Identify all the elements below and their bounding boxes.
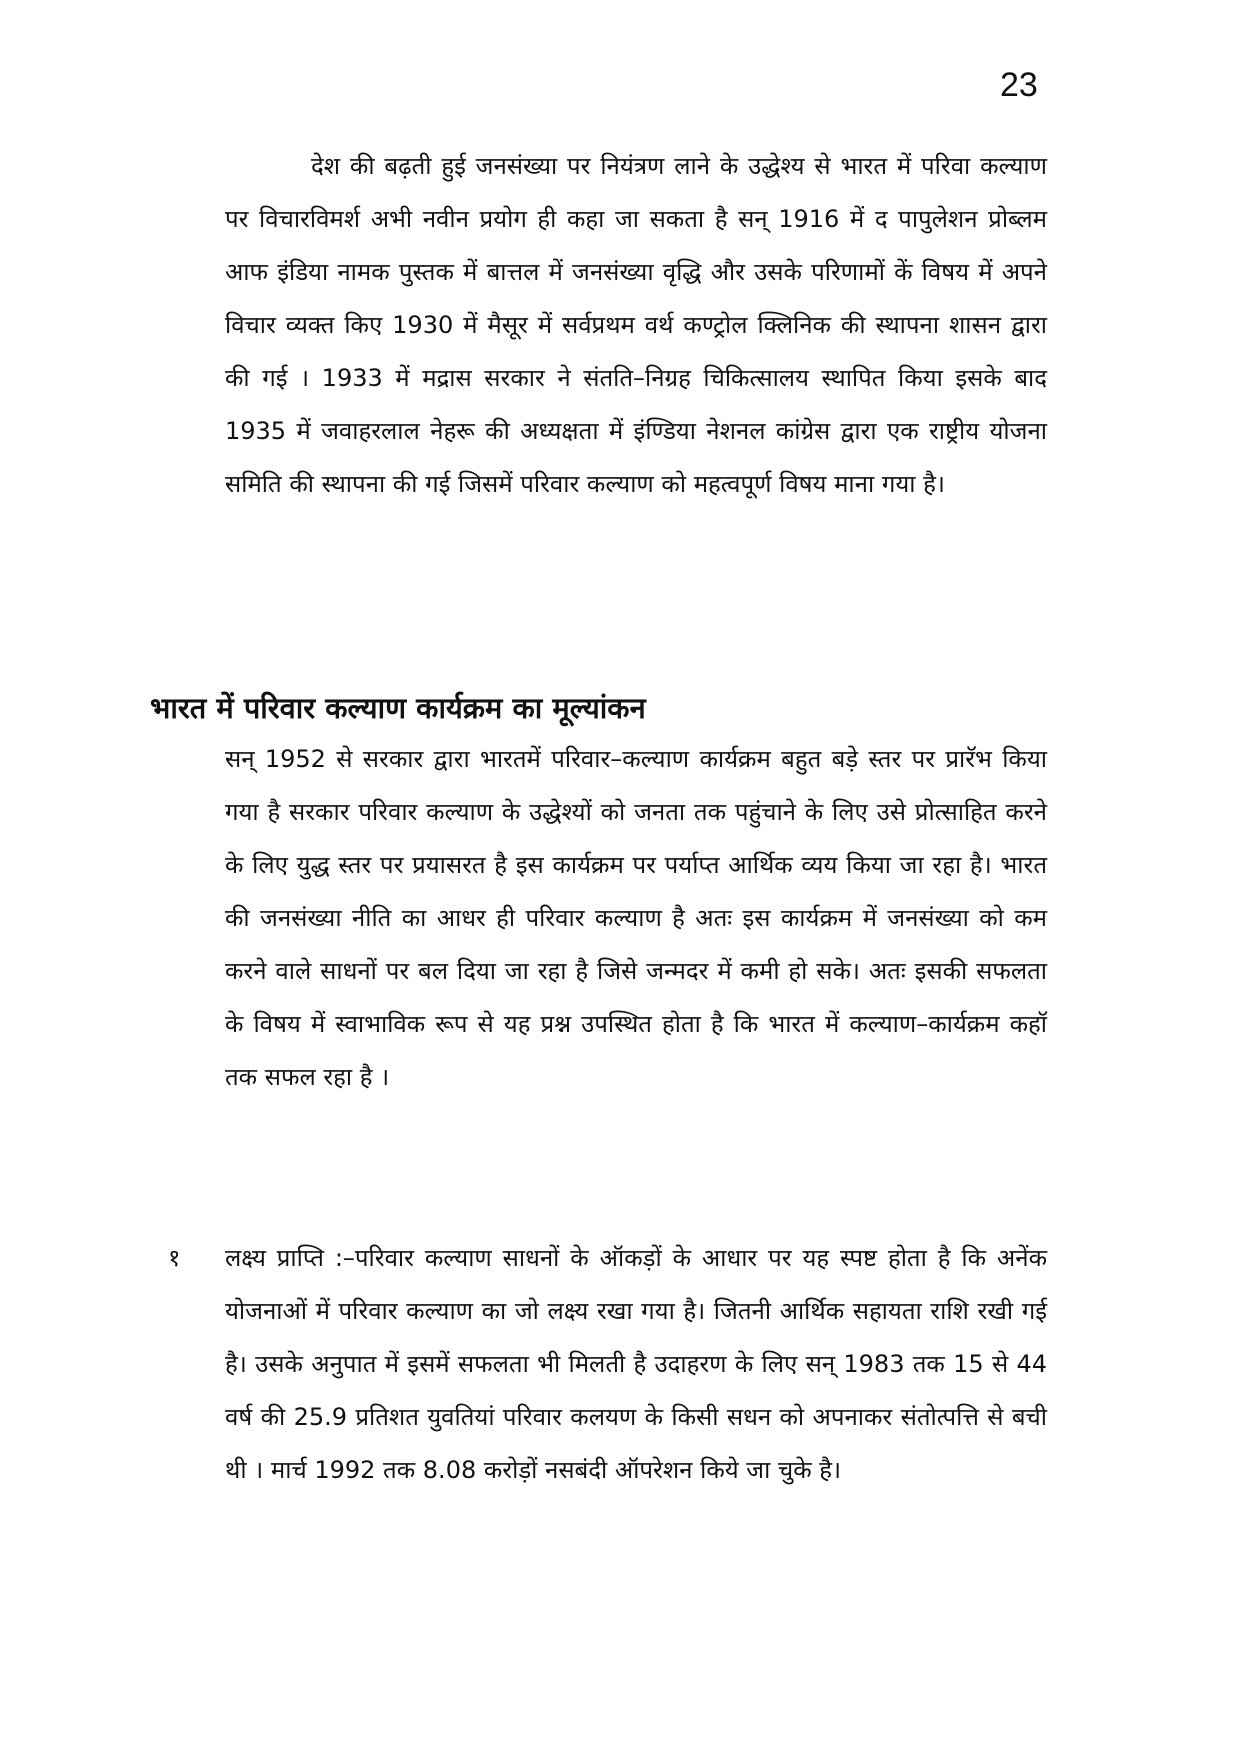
evaluation-paragraph: सन् 1952 से सरकार द्वारा भारतमें परिवार–कल्याण कार्यक्रम बहुत बड़े स्तर पर प्रारॅभ किया गया है सरकार परिवार कल्याण के उद्धेश्यों को जनता तक पहुंचाने के लिए उसे प्रोत्साहित करने के लिए युद्ध स्तर पर प्रयासरत है इस कार्यक्रम पर पर्याप्त आर्थिक व्यय किया जा रहा है। भारत की जनसंख्या नीति का आधर ही परिवार कल्याण है अतः इस कार्यक्रम में जनसंख्या को कम करने वाले साधनों पर बल दिया जा रहा है जिसे जन्मदर में कमी हो सके। अतः इसकी सफलता के विषय में स्वाभाविक रूप से यह प्रश्न उपस्थित होता है कि भारत में कल्याण–कार्यक्रम कहॉ तक सफल रहा है । [225,745,1047,1091]
list-marker: १ [168,1244,181,1272]
section-heading: भारत में परिवार कल्याण कार्यक्रम का मूल्यांकन [150,691,646,725]
intro-paragraph: देश की बढ़ती हुई जनसंख्या पर नियंत्रण लाने के उद्धेश्य से भारत में परिवा कल्याण पर विचारविमर्श अभी नवीन प्रयोग ही कहा जा सकता है सन् 1916 में द पापुलेशन प्रोब्लम आफ इंडिया नामक पुस्तक में बात्तल में जनसंख्या वृद्धि और उसके परिणामों कें विषय में अपने विचार व्यक्त किए 1930 में मैसूर में सर्वप्रथम वर्थ कण्ट्रोल क्लिनिक की स्थापना शासन द्वारा की गई । 1933 में मद्रास सरकार ने संतति–निग्रह चिकित्सालय स्थापित किया इसके बाद 1935 में जवाहरलाल नेहरू की अध्यक्षता में इंण्डिया नेशनल कांग्रेस द्वारा एक राष्ट्रीय योजना समिति की स्थापना की गई जिसमें परिवार कल्याण को महत्वपूर्ण विषय माना गया है। [225,152,1047,498]
list-item-text: लक्ष्य प्राप्ति :–परिवार कल्याण साधनों के ऑकड़ों के आधार पर यह स्पष्ट होता है कि अनेंक योजनाओं में परिवार कल्याण का जो लक्ष्य रखा गया है। जितनी आर्थिक सहायता राशि रखी गई है। उसके अनुपात में इसमें सफलता भी मिलती है उदाहरण के लिए सन् 1983 तक 15 से 44 वर्ष की 25.9 प्रतिशत युवतियां परिवार कलयण के किसी सधन को अपनाकर संतोत्पत्ति से बची थी । मार्च 1992 तक 8.08 करोड़ों नसबंदी ऑपरेशन किये जा चुके है। [225,1244,1047,1484]
list-item [150,1232,1047,1497]
page-number: 23 [1000,66,1038,104]
